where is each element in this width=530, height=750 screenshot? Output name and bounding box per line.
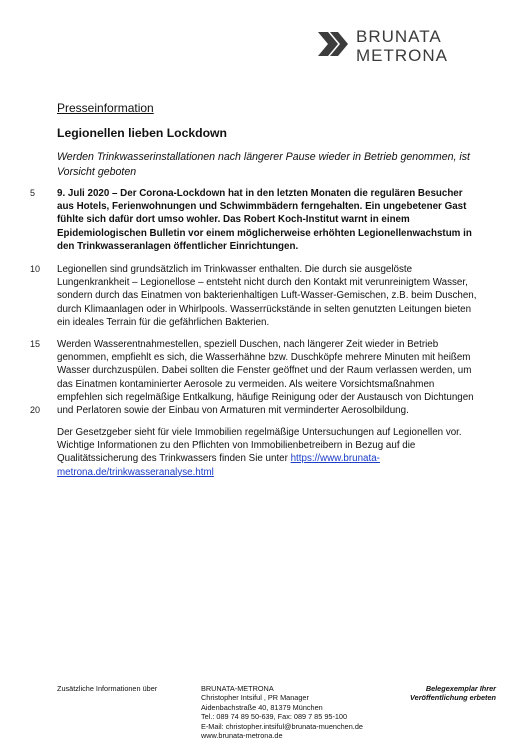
paragraph-line: genommen, empfiehlt es sich, die Wasserhähne bzw. Duschköpfe mehrere Minuten mit heißem: [57, 352, 471, 364]
paragraph-line: durch Klimaanlagen oder in Whirlpools. Wasserrückstände in selten genutzten Leitungen bieten: [57, 303, 472, 315]
lead-line: fühlte sich dafür dort umso wohler. Das Robert Koch-Institut warnt in einem: [57, 214, 410, 226]
body-paragraph-3: [57, 426, 462, 479]
line-number: 10: [30, 264, 41, 274]
paragraph-line: Werden Wasserentnahmestellen, speziell Duschen, nach längerer Zeit wieder in Betrieb: [57, 339, 439, 350]
paragraph-line: Lungenkrankheit – Legionellose – entsteht nicht durch den Kontakt mit verunreinigtem Wasser,: [57, 277, 468, 289]
paragraph-line: Legionellen sind grundsätzlich im Trinkwasser enthalten. Die durch sie ausgelöste: [57, 264, 413, 275]
paragraph-line: Wasser durchzuspülen. Dabei sollten die Fenster geöffnet und der Raum verlassen werden, um: [57, 365, 472, 377]
brand-mark-icon: [316, 30, 350, 60]
line-number: 20: [30, 405, 41, 415]
document-kicker: Presseinformation: [57, 101, 154, 115]
lead-line: aus Hotels, Ferienwohnungen und Schwimmbädern ferngehalten. Ein ungebetener Gast: [57, 201, 467, 213]
trinkwasseranalyse-link[interactable]: https://www.brunata-: [290, 453, 380, 465]
brand-name-line1: BRUNATA: [356, 27, 442, 46]
paragraph-line: Wichtige Informationen zu den Pflichten von Immobilienbetreibern in Bezug auf die: [57, 440, 416, 452]
trinkwasseranalyse-link-continued[interactable]: metrona.de/trinkwasseranalyse.html: [57, 466, 214, 478]
brand-logo: [316, 26, 516, 66]
contact-line: Aidenbachstraße 40, 81379 München: [201, 702, 323, 712]
paragraph-line: und Perlatoren sowie der Einbau von Armaturen mit verminderter Aerosolbildung.: [57, 405, 409, 417]
paragraph-line: sondern durch das Einatmen von bakterienhaltigen Luft-Wasser-Gemischen, z.B. beim Duschen,: [57, 290, 477, 302]
footer-note-line: Veröffentlichung erbeten: [410, 693, 496, 703]
paragraph-line: [57, 466, 462, 479]
paragraph-line: [57, 452, 462, 465]
paragraph-line: das Einatmen kontaminierter Aerosole zu vermeiden. Als weitere Vorsichtsmaßnahmen: [57, 378, 435, 390]
line-number: 15: [30, 339, 41, 349]
article-subhead: Werden Trinkwasserinstallationen nach längerer Pause wieder in Betrieb genommen, ist Vorsicht geboten: [57, 151, 470, 178]
article-headline: Legionellen lieben Lockdown: [57, 126, 227, 140]
brand-name-line2: METRONA: [356, 46, 448, 65]
footer-left-text: Zusätzliche Informationen über: [57, 684, 158, 693]
body-paragraph-1: [57, 263, 476, 329]
contact-line: Christopher Intsiful , PR Manager: [201, 693, 309, 703]
contact-line: www.brunata-metrona.de: [201, 731, 283, 741]
line-number: 5: [30, 188, 36, 198]
paragraph-line: Der Gesetzgeber sieht für viele Immobilien regelmäßige Untersuchungen auf Legionellen vor.: [57, 427, 462, 438]
lead-line: 9. Juli 2020 – Der Corona-Lockdown hat in den letzten Monaten die regulären Besucher: [57, 188, 463, 199]
footer-note-line: Belegexemplar Ihrer: [425, 684, 496, 693]
contact-line: Tel.: 089 74 89 50-639, Fax: 089 7 85 95-100: [201, 712, 348, 722]
lead-line: den Trinkwasseranlagen öffentlicher Einrichtungen.: [57, 240, 299, 252]
lead-paragraph: [57, 187, 472, 253]
lead-line: Epidemiologischen Bulletin vor einem möglicherweise erhöhten Legionellenwachstum in: [57, 227, 472, 239]
paragraph-line: ein ideales Terrain für die gefährlichen Bakterien.: [57, 316, 270, 328]
footer-label: [57, 684, 157, 693]
paragraph-line: empfehlen sich regelmäßige Entkalkung, häufige Reinigung oder der Austausch von Dichtungen: [57, 391, 474, 403]
contact-line: BRUNATA-METRONA: [201, 684, 274, 693]
footer-note: [410, 684, 496, 703]
footer-contact: [201, 684, 363, 740]
body-paragraph-2: [57, 338, 474, 417]
paragraph-line-text: Qualitätssicherung des Trinkwassers finden Sie unter: [57, 453, 291, 465]
contact-line: E-Mail: christopher.intsiful@brunata-muenchen.de: [201, 721, 363, 731]
